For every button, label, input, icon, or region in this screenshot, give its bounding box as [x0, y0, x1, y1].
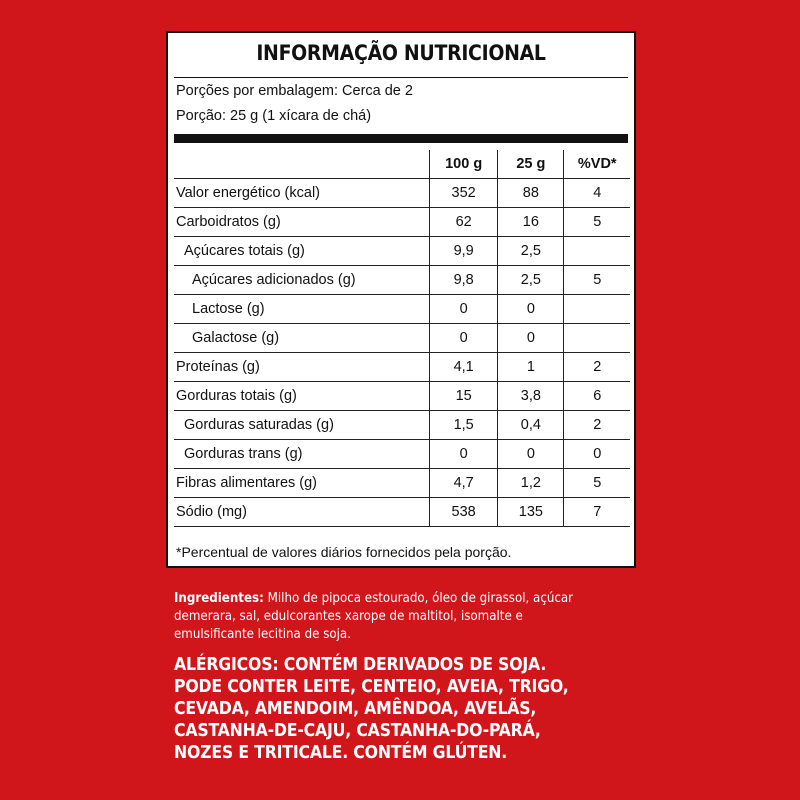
nutrient-name: Lactose (g): [174, 295, 430, 324]
table-row: [174, 237, 630, 266]
value-daily-percent: 7: [564, 498, 630, 527]
value-daily-percent: [564, 295, 630, 324]
ingredients-text: [174, 590, 574, 644]
allergens-warning: ALÉRGICOS: CONTÉM DERIVADOS DE SOJA. PODE CONTER LEITE, CENTEIO, AVEIA, TRIGO, CEVADA, AMENDOIM, AMÊNDOA, AVELÃS, CASTANHA-DE-CAJU, CASTANHA-DO-PARÁ, NOZES E TRITICALE. CONTÉM GLÚTEN.: [174, 655, 569, 763]
title-divider: [174, 77, 628, 78]
value-per-serving: 1,2: [498, 469, 564, 498]
value-daily-percent: 5: [564, 266, 630, 295]
table-row: [174, 469, 630, 498]
nutrient-name: Proteínas (g): [174, 353, 430, 382]
value-per-100g: 0: [430, 324, 498, 353]
value-per-100g: 1,5: [430, 411, 498, 440]
value-daily-percent: 2: [564, 353, 630, 382]
value-per-100g: 15: [430, 382, 498, 411]
value-per-serving: 0: [498, 440, 564, 469]
ingredients-heading: Ingredientes:: [174, 591, 264, 606]
servings-per-package: Porções por embalagem: Cerca de 2: [176, 83, 413, 99]
nutrient-name: Gorduras saturadas (g): [174, 411, 430, 440]
table-row: [174, 179, 630, 208]
value-daily-percent: 2: [564, 411, 630, 440]
nutrient-name: Açúcares adicionados (g): [174, 266, 430, 295]
value-per-100g: 0: [430, 295, 498, 324]
value-per-serving: 0: [498, 324, 564, 353]
value-per-100g: 4,1: [430, 353, 498, 382]
table-row: [174, 353, 630, 382]
header-daily-value: %VD*: [564, 150, 630, 179]
value-daily-percent: 0: [564, 440, 630, 469]
table-row: [174, 382, 630, 411]
value-daily-percent: 6: [564, 382, 630, 411]
nutrient-name: Sódio (mg): [174, 498, 430, 527]
table-row: [174, 440, 630, 469]
header-per-100g: 100 g: [430, 150, 498, 179]
nutrition-facts-label: [166, 31, 636, 568]
value-per-100g: 538: [430, 498, 498, 527]
value-per-100g: 62: [430, 208, 498, 237]
daily-value-footnote: *Percentual de valores diários fornecidos pela porção.: [176, 544, 512, 560]
thick-divider: [174, 134, 628, 143]
value-per-100g: 352: [430, 179, 498, 208]
value-per-serving: 1: [498, 353, 564, 382]
value-per-100g: 0: [430, 440, 498, 469]
table-row: [174, 208, 630, 237]
value-per-serving: 2,5: [498, 237, 564, 266]
value-daily-percent: 5: [564, 208, 630, 237]
table-header-row: [174, 150, 630, 179]
table-row: [174, 324, 630, 353]
table-row: [174, 266, 630, 295]
nutrient-name: Fibras alimentares (g): [174, 469, 430, 498]
serving-size: Porção: 25 g (1 xícara de chá): [176, 108, 372, 124]
nutrient-name: Valor energético (kcal): [174, 179, 430, 208]
nutrition-table: [174, 150, 630, 527]
table-row: [174, 295, 630, 324]
value-per-100g: 9,8: [430, 266, 498, 295]
header-nutrient: [174, 150, 430, 179]
nutrient-name: Gorduras totais (g): [174, 382, 430, 411]
nutrient-name: Carboidratos (g): [174, 208, 430, 237]
value-per-serving: 88: [498, 179, 564, 208]
value-per-serving: 0: [498, 295, 564, 324]
table-row: [174, 498, 630, 527]
value-daily-percent: [564, 237, 630, 266]
nutrient-name: Galactose (g): [174, 324, 430, 353]
value-per-100g: 9,9: [430, 237, 498, 266]
header-per-serving: 25 g: [498, 150, 564, 179]
value-daily-percent: [564, 324, 630, 353]
value-per-100g: 4,7: [430, 469, 498, 498]
value-daily-percent: 4: [564, 179, 630, 208]
value-per-serving: 0,4: [498, 411, 564, 440]
ingredients-list: Milho de pipoca estourado, óleo de girassol, açúcar demerara, sal, edulcorantes xarope de maltitol, isomalte e emulsificante lecitina de soja.: [174, 591, 574, 642]
value-per-serving: 135: [498, 498, 564, 527]
value-per-serving: 3,8: [498, 382, 564, 411]
nutrient-name: Gorduras trans (g): [174, 440, 430, 469]
table-row: [174, 411, 630, 440]
value-daily-percent: 5: [564, 469, 630, 498]
nutrient-name: Açúcares totais (g): [174, 237, 430, 266]
value-per-serving: 16: [498, 208, 564, 237]
value-per-serving: 2,5: [498, 266, 564, 295]
label-title: INFORMAÇÃO NUTRICIONAL: [256, 41, 546, 65]
